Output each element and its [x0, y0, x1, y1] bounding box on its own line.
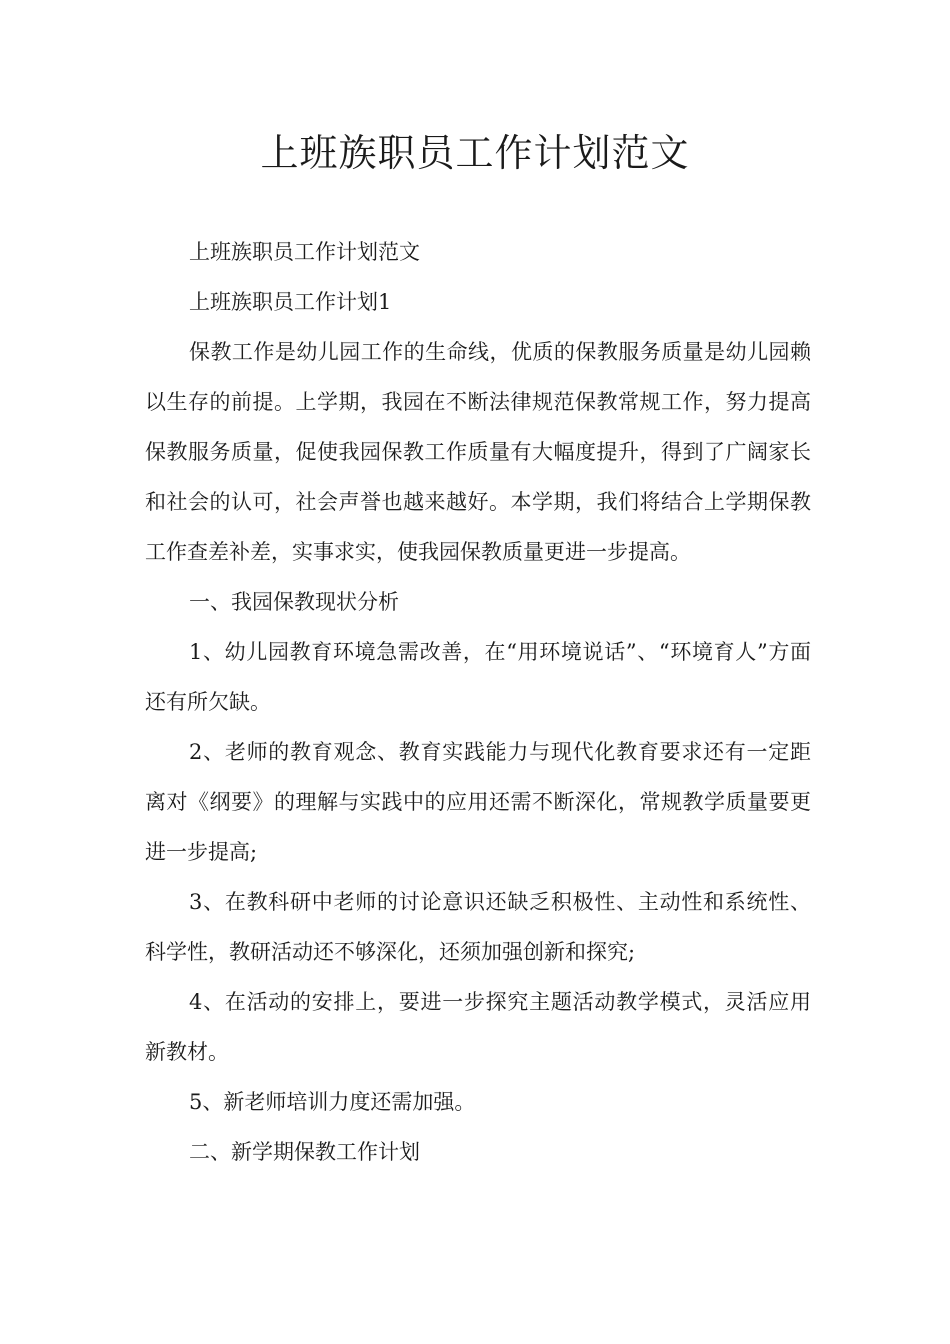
- subtitle-paragraph: 上班族职员工作计划范文: [189, 240, 420, 264]
- plan-heading: 上班族职员工作计划1: [189, 290, 392, 314]
- list-item-4: 4、在活动的安排上，要进一步探究主题活动教学模式，灵活应用新教材。: [145, 990, 811, 1064]
- document-title: 上班族职员工作计划范文: [260, 131, 690, 175]
- intro-paragraph: 保教工作是幼儿园工作的生命线，优质的保教服务质量是幼儿园赖以生存的前提。上学期，我园在不断法律规范保教常规工作，努力提高保教服务质量，促使我园保教工作质量有大幅度提升，得到了广阔家长和社会的认可，社会声誉也越来越好。本学期，我们将结合上学期保教工作查差补差，实事求实，使我园保教质量更进一步提高。: [145, 340, 811, 564]
- section-heading-1: 一、我园保教现状分析: [189, 590, 399, 614]
- list-item-3: 3、在教科研中老师的讨论意识还缺乏积极性、主动性和系统性、科学性，教研活动还不够深化，还须加强创新和探究;: [145, 890, 811, 964]
- list-item-5: 5、新老师培训力度还需加强。: [189, 1090, 476, 1114]
- list-item-1: 1、幼儿园教育环境急需改善，在“用环境说话”、“环境育人”方面还有所欠缺。: [145, 640, 811, 714]
- section-heading-2: 二、新学期保教工作计划: [189, 1140, 420, 1164]
- document-body: [145, 227, 811, 1177]
- list-item-2: 2、老师的教育观念、教育实践能力与现代化教育要求还有一定距离对《纲要》的理解与实践中的应用还需不断深化，常规教学质量要更进一步提高;: [145, 740, 811, 864]
